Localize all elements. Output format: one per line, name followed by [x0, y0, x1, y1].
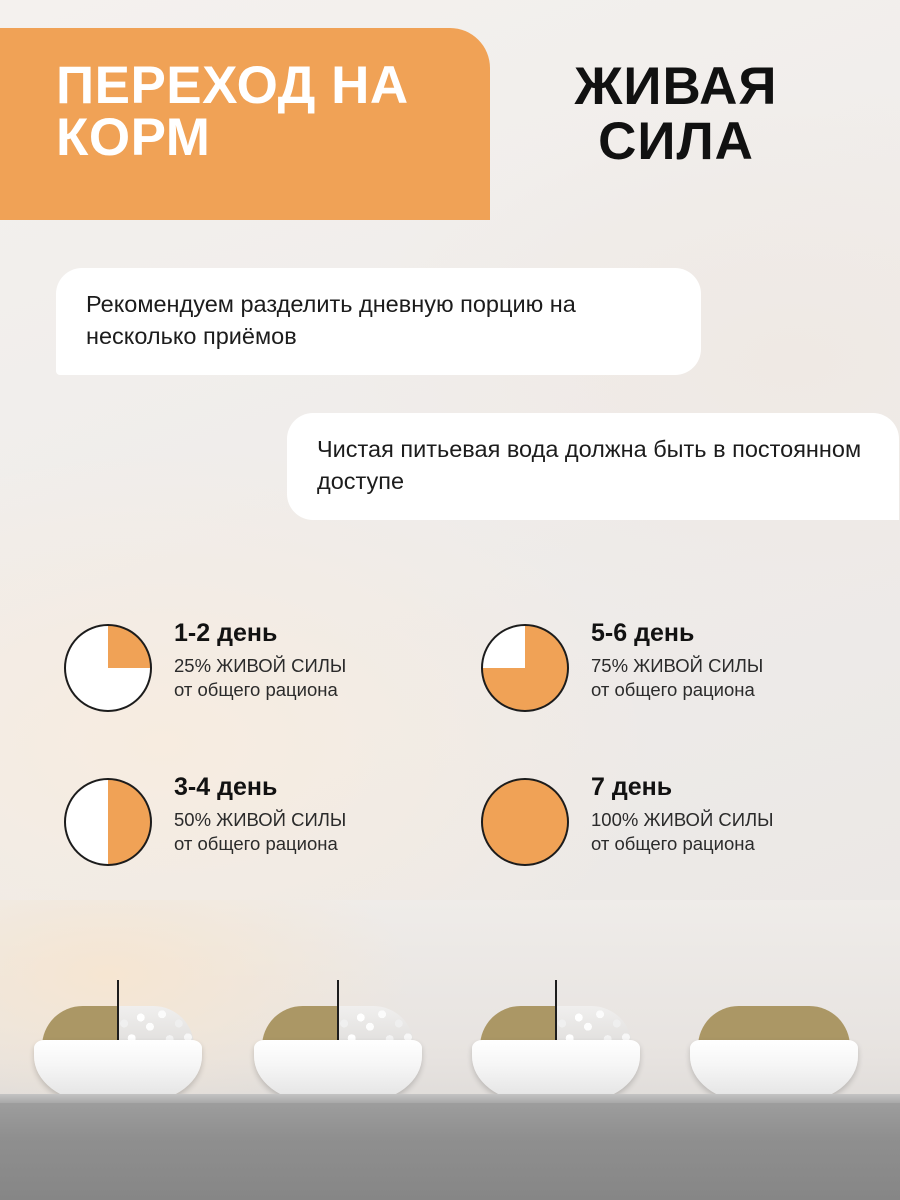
pie-chart-icon	[64, 624, 152, 712]
header	[0, 0, 900, 230]
counter-surface	[0, 1094, 900, 1200]
schedule-step-text	[591, 774, 774, 856]
bowl-body	[34, 1040, 202, 1102]
bowl-day-5-6	[472, 1012, 640, 1102]
bowl-day-1-2	[34, 1012, 202, 1102]
step-ration-line: от общего рациона	[174, 832, 338, 854]
counter-edge	[0, 1094, 900, 1103]
step-ration-line: от общего рациона	[591, 832, 755, 854]
schedule-step	[64, 620, 437, 712]
schedule-step-text	[591, 620, 763, 702]
orange-header-panel	[0, 28, 490, 220]
bowl-body	[472, 1040, 640, 1102]
step-title: 3-4 день	[174, 773, 278, 801]
transition-schedule	[64, 620, 854, 866]
step-title: 5-6 день	[591, 619, 695, 647]
page-title: ПЕРЕХОД НА КОРМ	[56, 56, 409, 167]
pie-chart-icon	[481, 778, 569, 866]
brand-title: ЖИВАЯ СИЛА	[574, 57, 778, 171]
bowl-day-7	[690, 1012, 858, 1102]
schedule-step	[481, 620, 854, 712]
tip-bubble-water: Чистая питьевая вода должна быть в постоянном доступе	[287, 413, 899, 520]
step-ration-line: от общего рациона	[591, 678, 755, 700]
schedule-step-text	[174, 620, 346, 702]
bowls-photo	[0, 900, 900, 1200]
step-percent-line: 50% ЖИВОЙ СИЛЫ	[174, 808, 347, 830]
schedule-step-text	[174, 774, 346, 856]
step-title: 7 день	[591, 773, 673, 801]
schedule-step	[64, 774, 437, 866]
bowl-body	[690, 1040, 858, 1102]
pie-chart-icon	[481, 624, 569, 712]
pie-chart-icon	[64, 778, 152, 866]
step-title: 1-2 день	[174, 619, 278, 647]
tip-bubble-portions: Рекомендуем разделить дневную порцию на несколько приёмов	[56, 268, 701, 375]
bowl-day-3-4	[254, 1012, 422, 1102]
schedule-step	[481, 774, 854, 866]
step-ration-line: от общего рациона	[174, 678, 338, 700]
step-percent-line: 25% ЖИВОЙ СИЛЫ	[174, 654, 347, 676]
step-percent-line: 75% ЖИВОЙ СИЛЫ	[591, 654, 764, 676]
step-percent-line: 100% ЖИВОЙ СИЛЫ	[591, 808, 774, 830]
bowl-body	[254, 1040, 422, 1102]
